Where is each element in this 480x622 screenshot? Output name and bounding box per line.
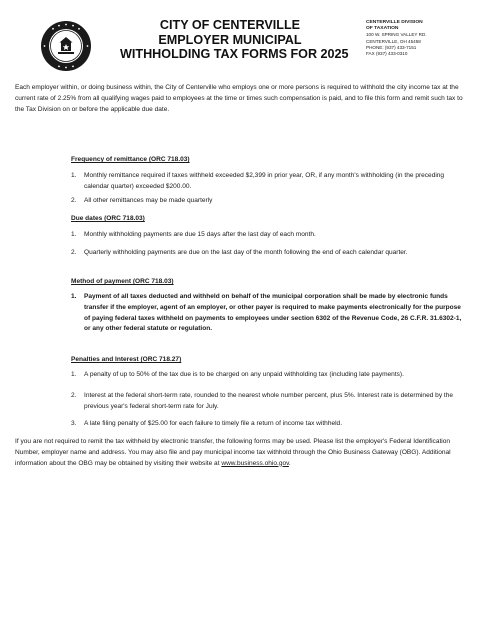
list-item xyxy=(71,370,467,381)
list-item-number: 2. xyxy=(71,392,77,399)
title-line-2: EMPLOYER MUNICIPAL xyxy=(158,32,302,47)
list-item-number: 2. xyxy=(71,197,77,204)
form-title xyxy=(120,18,349,62)
ohio-business-gateway-link[interactable]: www.business.ohio.gov xyxy=(221,459,289,467)
closing-text: If you are not required to remit the tax withheld by electronic transfer, the following forms may be used. Please list the employer's Federal Identification Number, employer name and address. You may also file and pay municipal income tax withhold through the Ohio Business Gateway (OBG). Additional information about the OBG may be obtained by visiting their website at xyxy=(15,438,451,467)
list-item-number: 1. xyxy=(71,293,77,300)
list-item xyxy=(71,230,467,241)
section-heading-due-dates: Due dates (ORC 718.03) xyxy=(71,215,145,222)
division-address-block xyxy=(366,20,476,57)
intro-paragraph: Each employer within, or doing business within, the City of Centerville who employs one or more persons is required to withhold the city income tax at the current rate of 2.25% from all qualifying wages paid to employees at the time or times such compensation is paid, and to file this form and remit such tax to the Tax Division on or before the applicable due date. xyxy=(15,84,463,113)
list-item-text: A late filing penalty of $25.00 for each failure to timely file a return of income tax withheld. xyxy=(84,420,343,427)
section-heading-penalties: Penalties and Interest (ORC 718.27) xyxy=(71,356,182,363)
list-item-number: 2. xyxy=(71,249,77,256)
list-item-text: Interest at the federal short-term rate, rounded to the nearest whole number percent, plus 5%. Interest rate is determined by the previous year's federal short-term rate for July. xyxy=(84,392,454,410)
list-item-number: 3. xyxy=(71,420,77,427)
address-phone: PHONE: (937) 433-7151 xyxy=(366,44,417,50)
list-item xyxy=(71,196,467,207)
list-item-text: Payment of all taxes deducted and withheld on behalf of the municipal corporation shall be made by electronic funds transfer if the employer, agent of an employer, or other payer is required to make payments electronically for the purpose of paying federal taxes withheld on payments to employees under section 6302 of the Revenue Code, 26 C.F.R. 31.6302-1, or any other federal statute or regulation. xyxy=(84,293,462,333)
list-item-number: 1. xyxy=(71,172,77,179)
address-fax: FAX (937) 433-0310 xyxy=(366,51,408,57)
list-item xyxy=(71,419,467,430)
title-line-3: WITHHOLDING TAX FORMS FOR 2025 xyxy=(120,47,349,62)
list-item-number: 1. xyxy=(71,231,77,238)
list-item-text: Monthly remittance required if taxes withheld exceeded $2,399 in prior year, OR, if any month's withholding (in the preceding calendar quarter) exceeded $200.00. xyxy=(84,172,445,190)
list-item xyxy=(71,391,467,413)
city-seal-logo xyxy=(40,20,92,72)
list-item-text: All other remittances may be made quarterly xyxy=(84,197,213,204)
list-item-text: Quarterly withholding payments are due on the last day of the month following the end of each calendar quarter. xyxy=(84,249,408,256)
list-item-number: 1. xyxy=(71,371,77,378)
title-line-1: CITY OF CENTERVILLE xyxy=(159,18,301,32)
list-item xyxy=(71,292,467,335)
section-heading-payment-method: Method of payment (ORC 718.03) xyxy=(71,278,174,285)
division-name-line-2: OF TAXATION xyxy=(366,26,399,32)
division-name-line-1: CENTERVILLE DIVISION xyxy=(366,20,423,25)
list-item-text: Monthly withholding payments are due 15 days after the last day of each month. xyxy=(84,231,316,238)
section-heading-frequency: Frequency of remittance (ORC 718.03) xyxy=(71,156,190,163)
address-street: 100 W. SPRING VALLEY RD. xyxy=(366,32,427,38)
address-city: CENTERVILLE, OH 45458 xyxy=(366,38,421,44)
closing-period: . xyxy=(288,459,291,467)
list-item xyxy=(71,171,467,193)
list-item xyxy=(71,248,467,259)
list-item-text: A penalty of up to 50% of the tax due is to be charged on any unpaid withholding tax (including late payments). xyxy=(84,371,404,378)
closing-paragraph xyxy=(15,437,467,469)
